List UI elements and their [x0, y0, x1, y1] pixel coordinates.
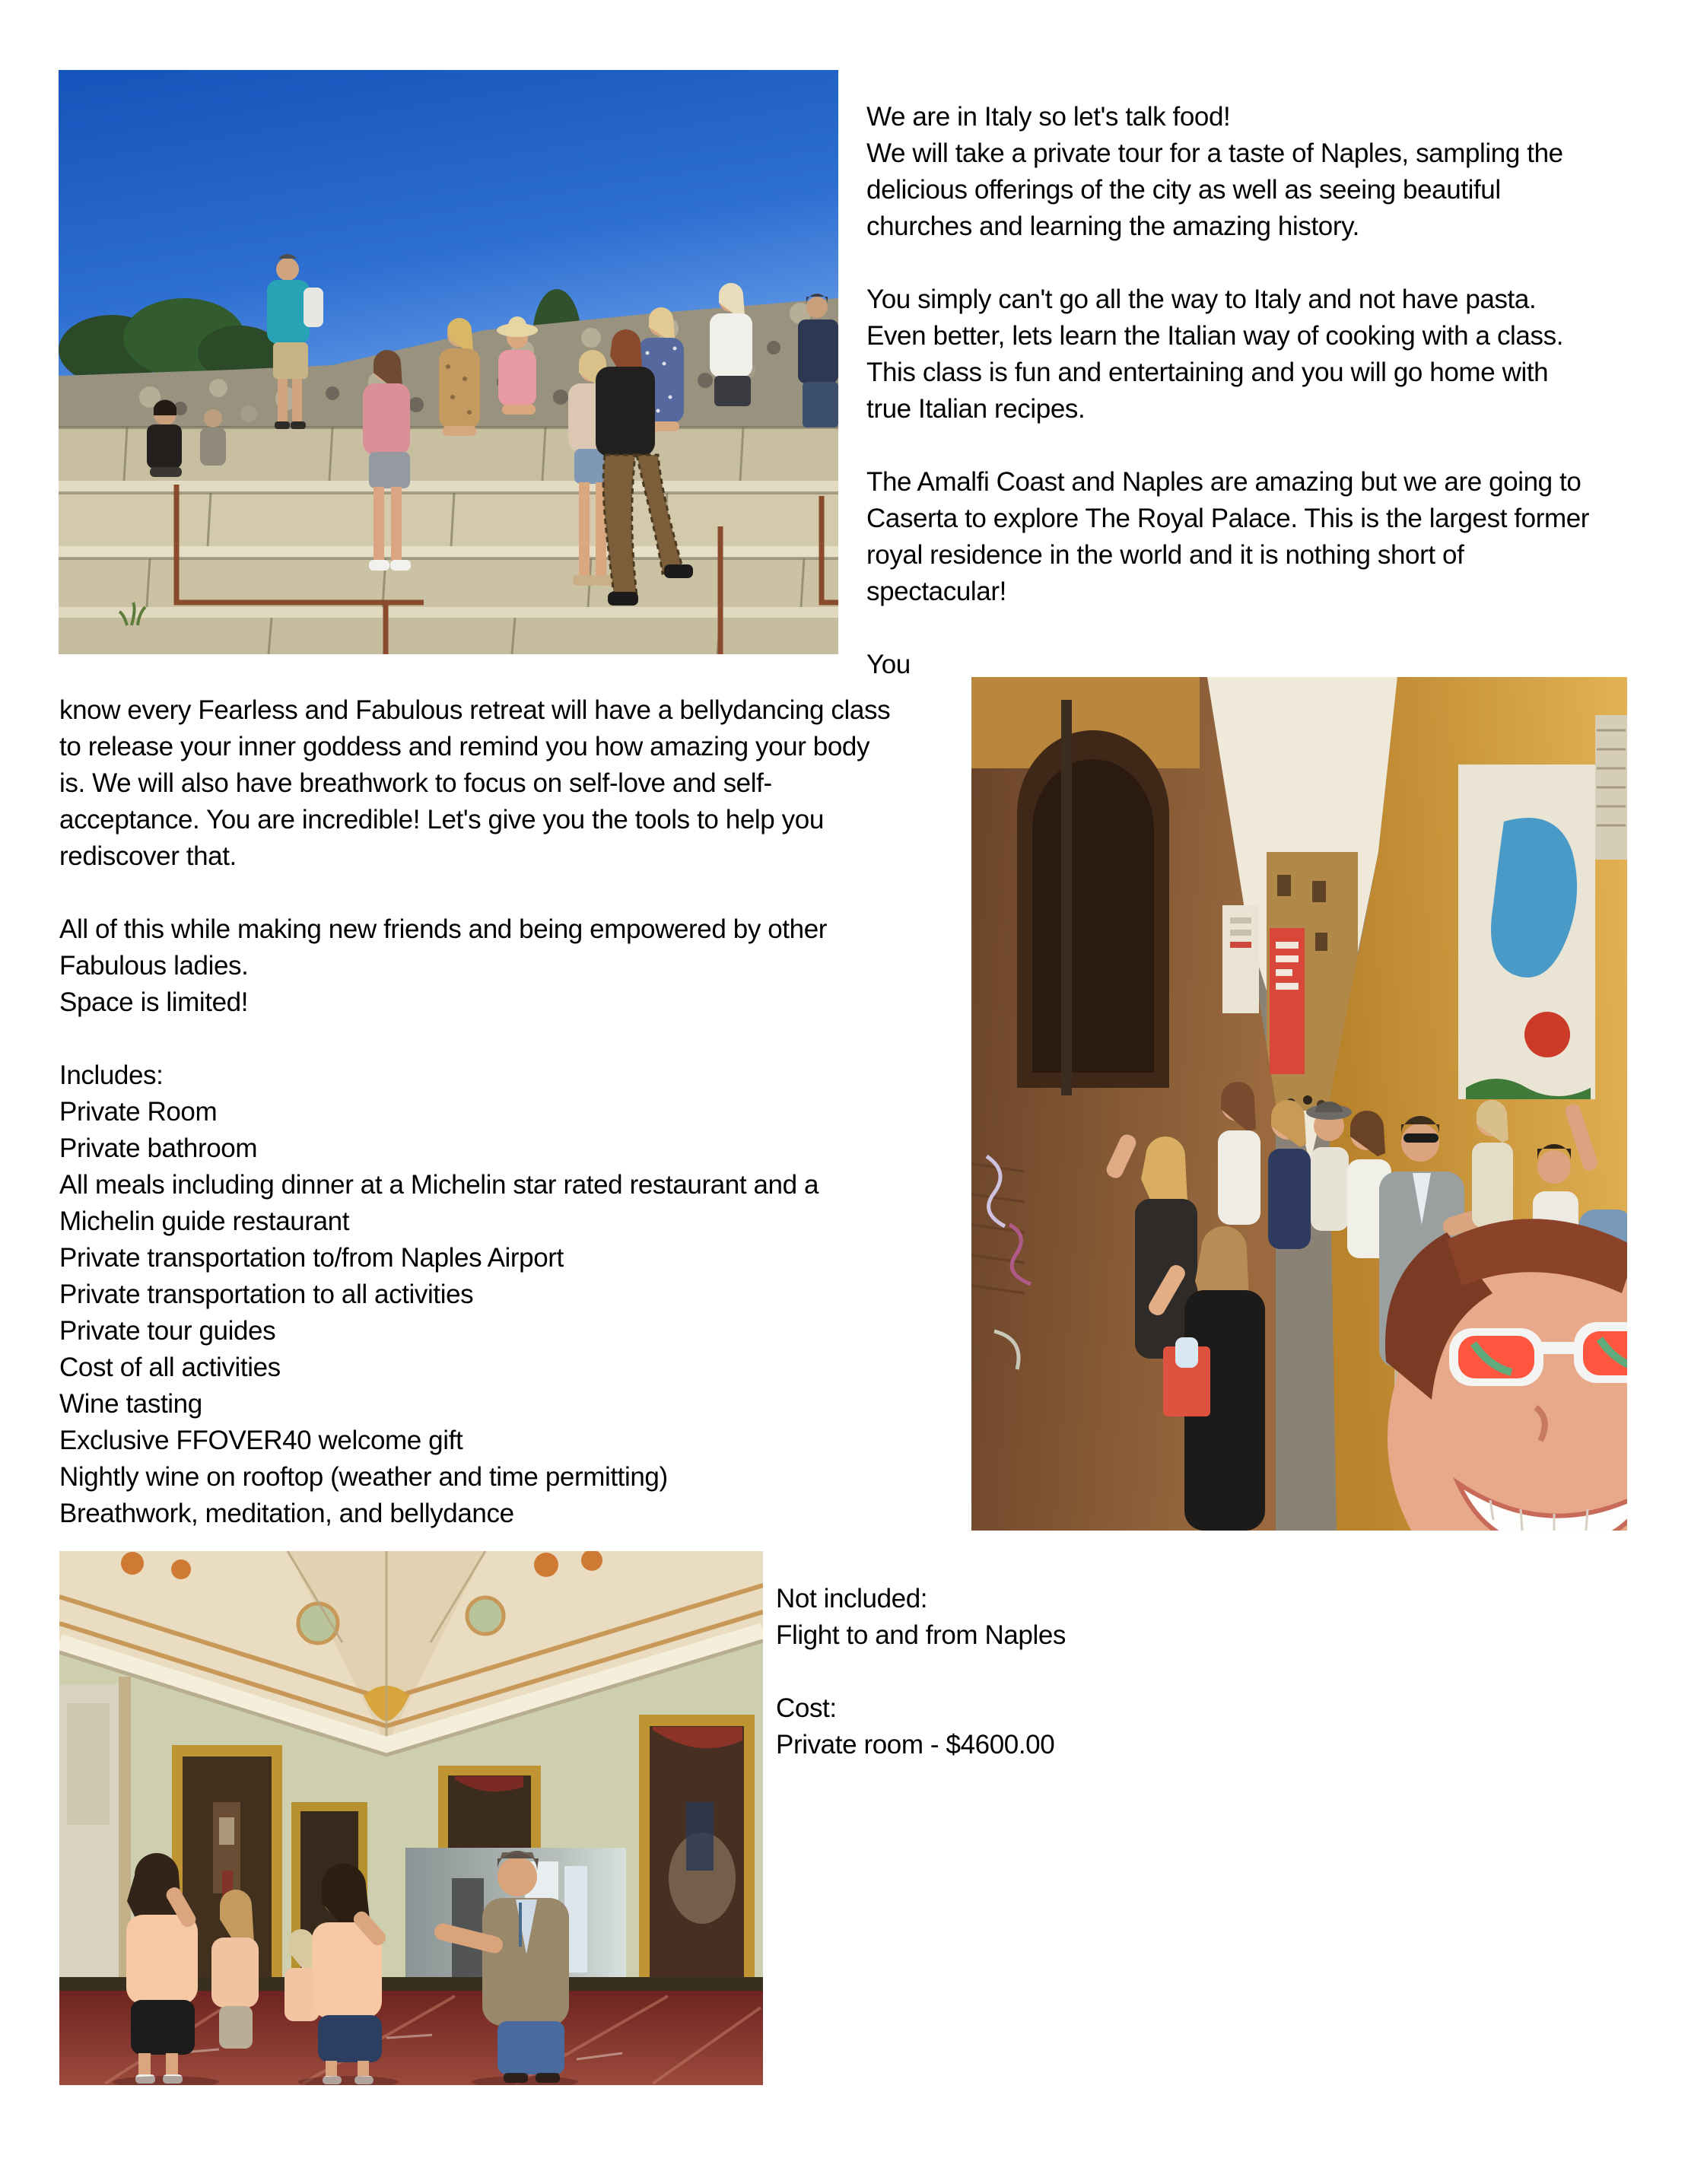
retreat-details-paragraphs: [59, 692, 965, 1532]
text-line: is. We will also have breathwork to focus on self-love and self-: [59, 768, 772, 798]
text-line: delicious offerings of the city as well as seeing beautiful: [866, 175, 1501, 205]
text-line: Includes:: [59, 1060, 164, 1090]
text-line: Exclusive FFOVER40 welcome gift: [59, 1426, 463, 1455]
text-line: rediscover that.: [59, 841, 237, 871]
door-left: [59, 1677, 131, 2004]
person-behind-left: [200, 409, 226, 466]
selfie-face-foreground: [1385, 1219, 1627, 1531]
text-line: Cost:: [776, 1693, 837, 1723]
text-line: Space is limited!: [59, 987, 249, 1017]
text-line: true Italian recipes.: [866, 394, 1086, 424]
text-line: [866, 245, 1674, 281]
text-line: Wine tasting: [59, 1389, 202, 1419]
text-line: to release your inner goddess and remind you how amazing your body: [59, 732, 870, 761]
text-line: All meals including dinner at a Michelin star rated restaurant and a: [59, 1170, 819, 1200]
red-gift-bag: [1163, 1337, 1210, 1416]
text-line: Michelin guide restaurant: [59, 1206, 350, 1236]
text-line: You simply can't go all the way to Italy and not have pasta.: [866, 285, 1537, 314]
photo-palace-gallery: [59, 1551, 763, 2085]
text-line: Private room - $4600.00: [776, 1730, 1055, 1760]
text-line: royal residence in the world and it is nothing short of: [866, 540, 1464, 570]
text-line: Private bathroom: [59, 1133, 258, 1163]
text-line: spectacular!: [866, 577, 1006, 606]
person-white-top-left: [1218, 1082, 1260, 1225]
person-cream-top: [1472, 1100, 1513, 1228]
text-line: Fabulous ladies.: [59, 951, 249, 981]
person-straw-hat: [497, 316, 538, 415]
text-line: [866, 610, 1674, 647]
text-line: Private transportation to all activities: [59, 1280, 474, 1309]
text-line: Flight to and from Naples: [776, 1620, 1067, 1650]
text-line: Nightly wine on rooftop (weather and time permitting): [59, 1462, 668, 1492]
text-line: churches and learning the amazing history.: [866, 211, 1359, 241]
text-line: All of this while making new friends and being empowered by other: [59, 914, 828, 944]
text-line: We will take a private tour for a taste of Naples, sampling the: [866, 138, 1563, 168]
text-line: acceptance. You are incredible! Let's give you the tools to help you: [59, 805, 824, 834]
drain-pipe: [1061, 700, 1072, 1095]
text-line: We are in Italy so let's talk food!: [866, 102, 1231, 132]
person-navy-top: [1268, 1100, 1311, 1249]
text-line: Private tour guides: [59, 1316, 276, 1346]
text-line: You: [866, 650, 911, 679]
text-line: Cost of all activities: [59, 1353, 281, 1382]
text-line: The Amalfi Coast and Naples are amazing but we are going to: [866, 467, 1582, 497]
text-line: Private Room: [59, 1097, 218, 1127]
text-line: know every Fearless and Fabulous retreat will have a bellydancing class: [59, 695, 891, 725]
street-art-mural: [1458, 765, 1595, 1099]
text-line: Not included:: [776, 1584, 928, 1613]
text-line: [776, 1654, 1354, 1690]
text-line: [866, 428, 1674, 464]
text-line: [59, 875, 965, 911]
text-line: Even better, lets learn the Italian way of cooking with a class.: [866, 321, 1564, 351]
pricing-block: [776, 1581, 1354, 1763]
text-line: This class is fun and entertaining and you will go home with: [866, 358, 1549, 387]
photo-naples-alley: [971, 677, 1627, 1531]
text-line: Breathwork, meditation, and bellydance: [59, 1499, 514, 1528]
text-line: Private transportation to/from Naples Airport: [59, 1243, 564, 1273]
text-line: [59, 1021, 965, 1057]
intro-paragraphs: [866, 99, 1674, 683]
photo-pompeii-steps: [59, 70, 838, 654]
text-line: Caserta to explore The Royal Palace. This is the largest former: [866, 504, 1590, 533]
